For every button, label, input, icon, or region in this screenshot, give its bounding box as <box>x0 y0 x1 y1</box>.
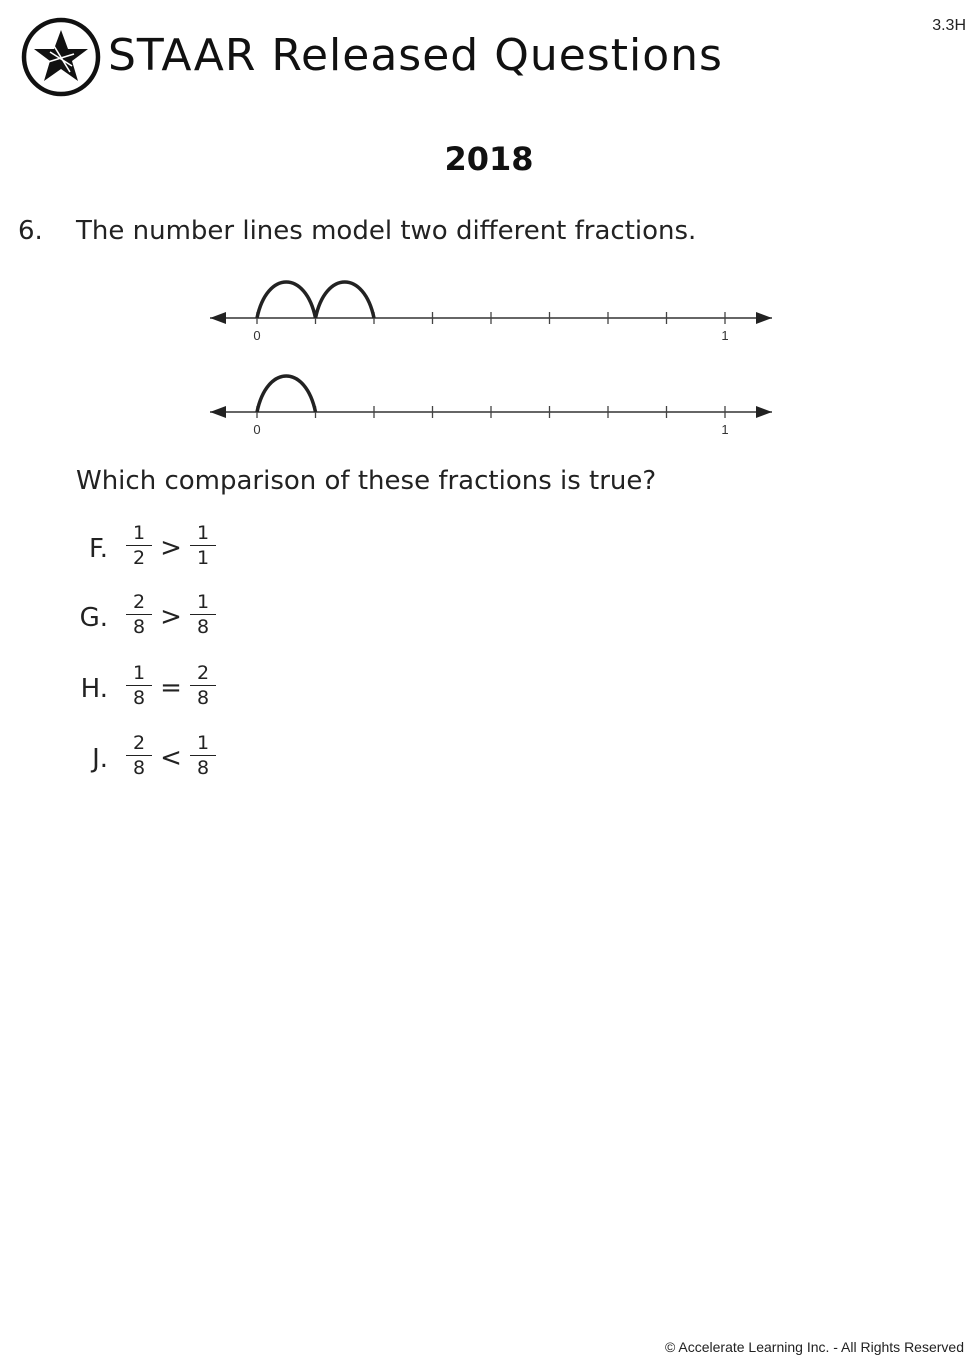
fraction-left <box>126 522 152 569</box>
denominator: 8 <box>196 616 210 638</box>
numerator: 1 <box>196 522 210 544</box>
star-circle-icon <box>20 16 102 98</box>
start-label: 0 <box>253 422 261 437</box>
right-arrow-icon <box>756 312 772 324</box>
comparison-operator: < <box>160 743 182 773</box>
year-heading: 2018 <box>444 140 534 178</box>
denominator: 8 <box>132 757 146 779</box>
jump-arc <box>257 282 316 318</box>
comparison-operator: > <box>160 602 182 632</box>
numerator: 2 <box>132 732 146 754</box>
number-line-2 <box>210 376 772 437</box>
jump-arc <box>316 282 375 318</box>
denominator: 8 <box>196 687 210 709</box>
left-arrow-icon <box>210 406 226 418</box>
question-number: 6. <box>18 216 43 246</box>
fraction-left <box>126 591 152 638</box>
numerator: 1 <box>132 522 146 544</box>
numerator: 1 <box>132 662 146 684</box>
numerator: 2 <box>196 662 210 684</box>
fraction-right <box>190 591 216 638</box>
denominator: 8 <box>132 616 146 638</box>
end-label: 1 <box>721 328 729 343</box>
start-label: 0 <box>253 328 261 343</box>
numerator: 1 <box>196 591 210 613</box>
end-label: 1 <box>721 422 729 437</box>
denominator: 8 <box>196 757 210 779</box>
answer-choice-g[interactable] <box>70 591 330 643</box>
copyright-footer: © Accelerate Learning Inc. - All Rights Reserved <box>664 1339 964 1355</box>
comparison-operator: = <box>160 673 182 703</box>
left-arrow-icon <box>210 312 226 324</box>
fraction-right <box>190 662 216 709</box>
number-lines-figure <box>200 266 790 446</box>
comparison-operator: > <box>160 533 182 563</box>
fraction-right <box>190 522 216 569</box>
answer-choice-h[interactable] <box>70 662 330 714</box>
standard-code: 3.3H <box>932 17 966 34</box>
number-line-1 <box>210 282 772 343</box>
choice-letter: H. <box>80 674 108 704</box>
denominator: 8 <box>132 687 146 709</box>
fraction-left <box>126 732 152 779</box>
question-text: The number lines model two different fractions. <box>76 216 697 246</box>
answer-choice-j[interactable] <box>70 732 330 784</box>
page-title: STAAR Released Questions <box>108 30 723 81</box>
right-arrow-icon <box>756 406 772 418</box>
question-prompt: Which comparison of these fractions is true? <box>76 466 657 496</box>
choice-letter: J. <box>92 744 108 774</box>
numerator: 2 <box>132 591 146 613</box>
choice-letter: F. <box>88 534 108 564</box>
jump-arc <box>257 376 316 412</box>
answer-choice-f[interactable] <box>70 522 330 574</box>
numerator: 1 <box>196 732 210 754</box>
choice-letter: G. <box>79 603 108 633</box>
fraction-left <box>126 662 152 709</box>
fraction-right <box>190 732 216 779</box>
denominator: 1 <box>196 547 210 569</box>
denominator: 2 <box>132 547 146 569</box>
